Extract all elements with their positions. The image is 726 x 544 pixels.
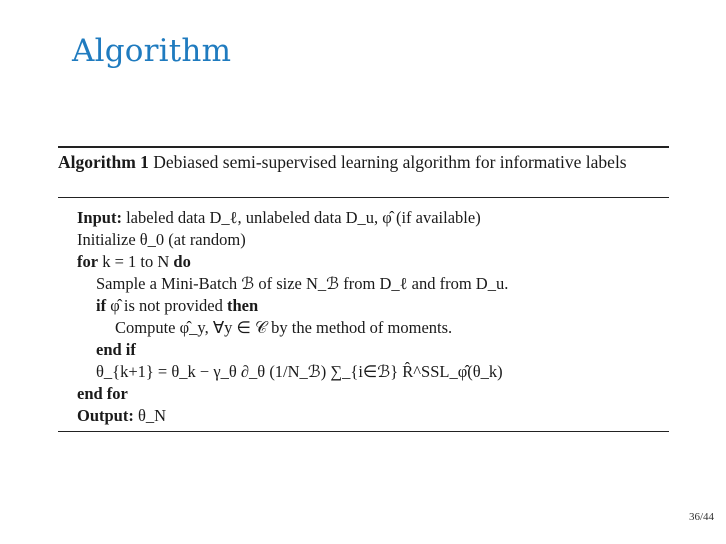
algorithm-bottom-rule <box>58 431 669 432</box>
input-line <box>77 207 667 229</box>
input-keyword: Input: <box>77 208 122 227</box>
output-keyword: Output: <box>77 406 134 425</box>
algorithm-label: Algorithm 1 <box>58 152 149 172</box>
for-line <box>77 251 667 273</box>
init-line: Initialize θ_0 (at random) <box>77 230 246 249</box>
do-keyword: do <box>173 252 191 271</box>
page-number: 36/44 <box>688 511 714 523</box>
algorithm-caption-text: Debiased semi-supervised learning algorithm for informative labels <box>153 152 627 172</box>
for-text: k = 1 to N <box>102 252 170 271</box>
output-line <box>77 405 667 427</box>
sample-line: Sample a Mini-Batch ℬ of size N_ℬ from D_ℓ and from D_u. <box>96 274 509 293</box>
algorithm-caption <box>58 150 669 174</box>
if-line <box>77 295 667 317</box>
end-for-line: end for <box>77 384 128 403</box>
compute-line: Compute φ̂_y, ∀y ∈ 𝒞 by the method of moments. <box>115 318 453 337</box>
if-keyword: if <box>96 296 107 315</box>
end-if-line: end if <box>96 340 136 359</box>
algorithm-top-rule <box>58 146 669 148</box>
algorithm-mid-rule <box>58 197 669 198</box>
slide-title: Algorithm <box>72 33 232 69</box>
output-text: θ_N <box>137 406 167 425</box>
update-line: θ_{k+1} = θ_k − γ_θ ∂_θ (1/N_ℬ) ∑_{i∈ℬ} R̂^SSL_φ̂(θ_k) <box>96 362 503 381</box>
if-text: φ̂ is not provided <box>110 296 223 315</box>
for-keyword: for <box>77 252 99 271</box>
then-keyword: then <box>226 296 259 315</box>
algorithm-body <box>77 207 667 427</box>
input-text: labeled data D_ℓ, unlabeled data D_u, φ̂ (if available) <box>126 208 481 227</box>
